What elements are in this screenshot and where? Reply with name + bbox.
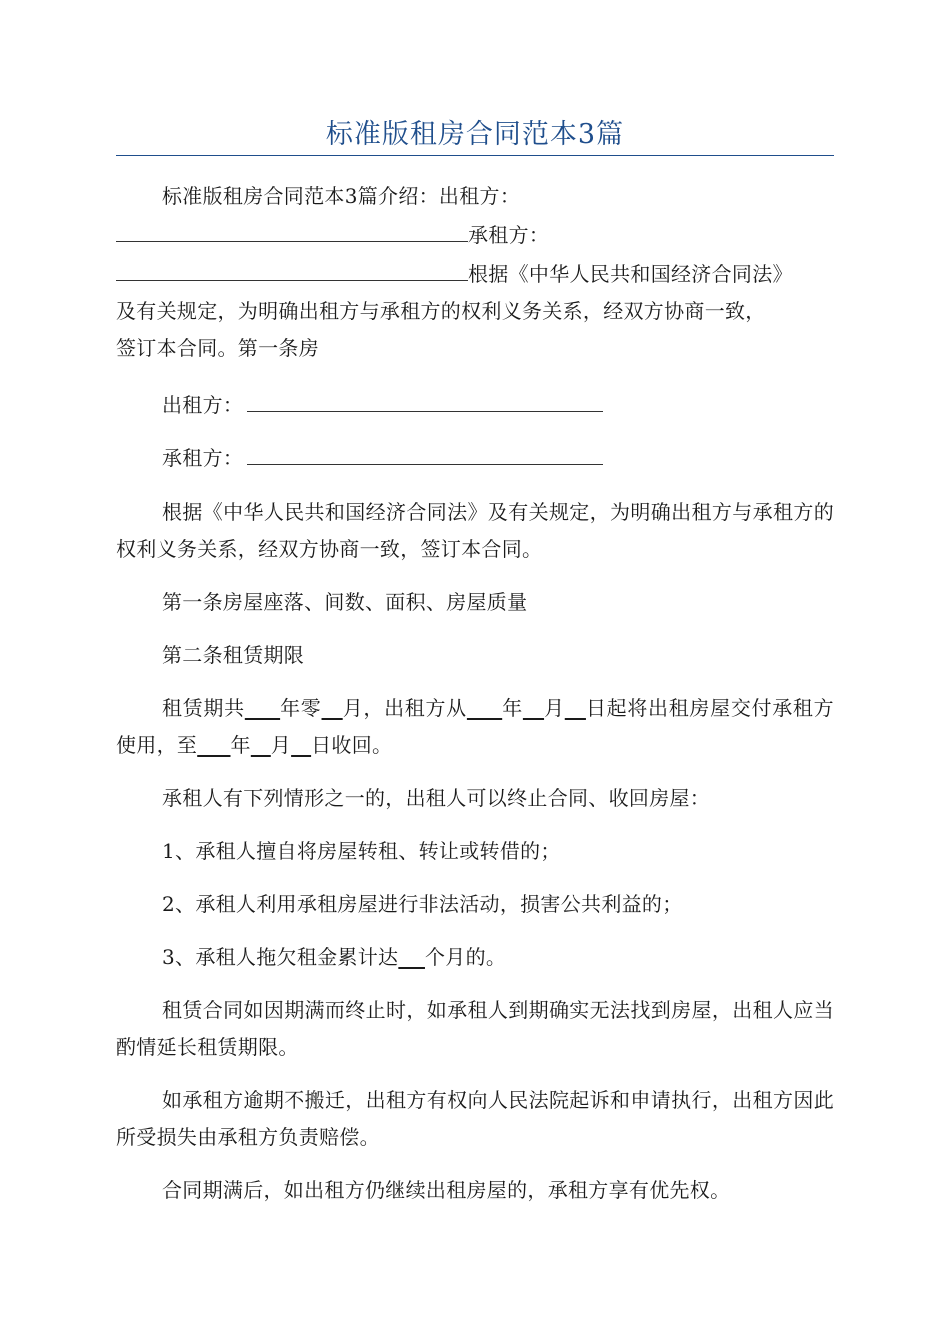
months-overdue-blank — [398, 945, 425, 969]
document-body — [116, 178, 834, 1209]
termination-intro: 承租人有下列情形之一的，出租人可以终止合同、收回房屋： — [162, 786, 711, 810]
intro-line-5: 签订本合同。第一条房 — [116, 336, 319, 360]
lease-term-text: 月，出租方从 — [342, 696, 467, 720]
lessee-signature-blank — [247, 440, 603, 465]
item-3-text: 3、承租人拖欠租金累计达 — [162, 945, 399, 969]
priority-paragraph: 合同期满后，如出租方仍继续出租房屋的，承租方享有优先权。 — [162, 1178, 731, 1202]
start-month-blank — [523, 696, 544, 720]
end-month-blank — [251, 733, 271, 757]
intro-line-3 — [116, 254, 834, 293]
termination-item-1: 1、承租人擅自将房屋转租、转让或转借的； — [162, 839, 561, 863]
article-2-heading: 第二条租赁期限 — [162, 643, 305, 667]
lease-term-text: 日起将出租房屋交付承租方使用，至 — [116, 696, 834, 757]
lease-term-text: 月 — [270, 733, 292, 757]
start-day-blank — [565, 696, 586, 720]
end-day-blank — [291, 733, 311, 757]
expiry-paragraph: 租赁合同如因期满而终止时，如承租人到期确实无法找到房屋，出租人应当酌情延长租赁期限。 — [116, 998, 834, 1059]
intro-line-4: 及有关规定，为明确出租方与承租方的权利义务关系，经双方协商一致， — [116, 299, 766, 323]
start-year-blank — [467, 696, 502, 720]
lease-term-text: 租赁期共 — [162, 696, 245, 720]
lessor-blank — [116, 215, 468, 242]
lessor-label: 出租方： — [162, 393, 244, 417]
article-1-heading: 第一条房屋座落、间数、面积、房屋质量 — [162, 590, 528, 614]
lease-term-text: 年 — [502, 696, 523, 720]
years-blank — [245, 696, 280, 720]
item-3-text: 个月的。 — [424, 945, 507, 969]
lease-term-text: 日收回。 — [311, 733, 393, 757]
lessee-line — [116, 440, 834, 477]
lessor-signature-blank — [247, 387, 603, 412]
termination-item-2: 2、承租人利用承租房屋进行非法活动，损害公共利益的； — [162, 892, 683, 916]
lease-term-text: 月 — [544, 696, 565, 720]
basis-paragraph: 根据《中华人民共和国经济合同法》及有关规定，为明确出租方与承租方的权利义务关系，经双方协商一致，签订本合同。 — [116, 500, 834, 561]
intro-basis-text: 根据《中华人民共和国经济合同法》 — [468, 262, 793, 286]
title-divider — [116, 155, 834, 156]
lessee-label: 承租方： — [162, 446, 244, 470]
lessor-line — [116, 387, 834, 424]
intro-line-1: 标准版租房合同范本3篇介绍：出租方： — [162, 184, 521, 208]
document-title: 标准版租房合同范本3篇 — [325, 119, 625, 150]
document-page — [116, 0, 834, 1209]
termination-item-3 — [116, 939, 834, 976]
end-year-blank — [197, 733, 230, 757]
overdue-paragraph: 如承租方逾期不搬迁，出租方有权向人民法院起诉和申请执行，出租方因此所受损失由承租方负责赔偿。 — [116, 1088, 834, 1149]
intro-lessee-label: 承租方： — [468, 223, 550, 247]
months-blank — [322, 696, 343, 720]
lease-term-text: 年零 — [280, 696, 322, 720]
lease-term-paragraph — [116, 690, 834, 764]
lessee-blank — [116, 254, 468, 281]
lease-term-text: 年 — [230, 733, 251, 757]
intro-line-2 — [116, 215, 834, 254]
